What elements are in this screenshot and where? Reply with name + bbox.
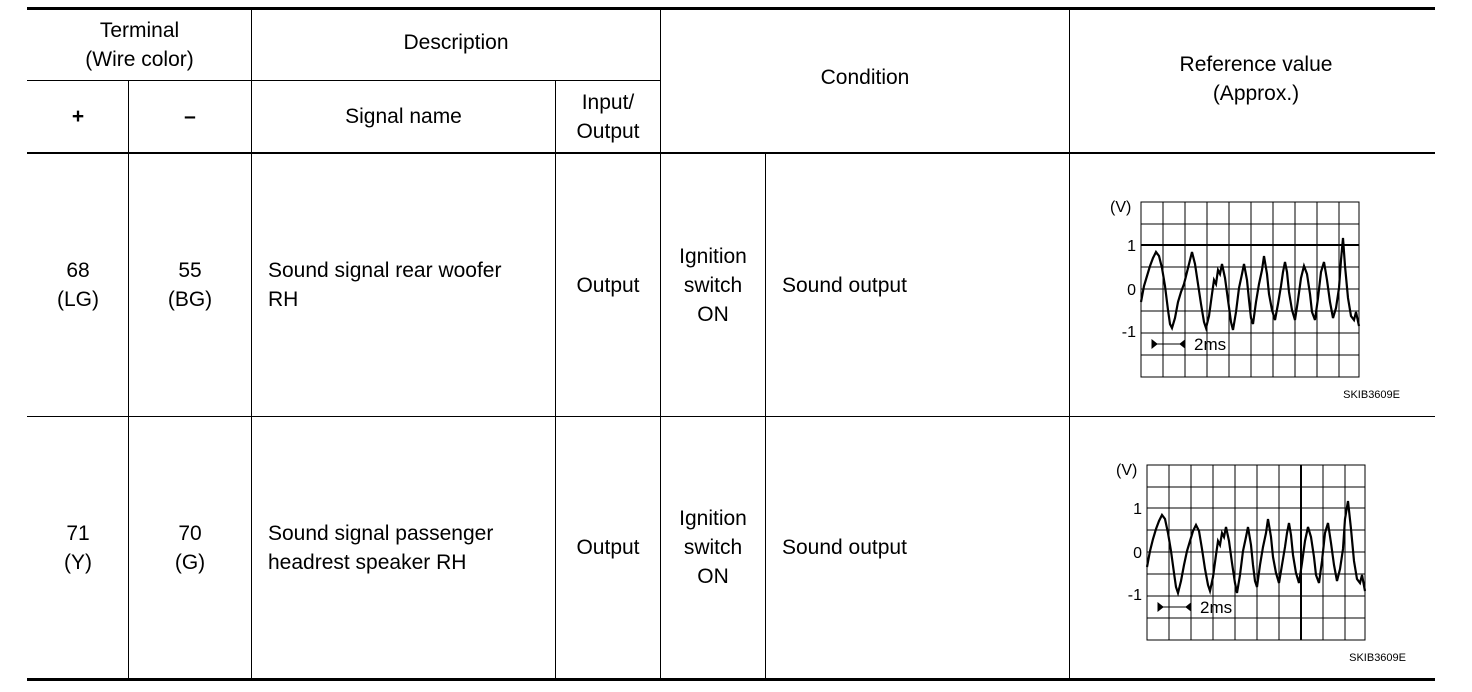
header-reference — [1070, 10, 1442, 148]
row1-waveform-code: SKIB3609E — [1343, 389, 1400, 401]
row1-condition-line1: Ignition — [679, 244, 747, 268]
row2-waveform-unit: (V) — [1116, 462, 1138, 479]
row2-condition-detail-text: Sound output — [782, 536, 907, 559]
row1-condition-line2: switch — [683, 273, 743, 297]
row1-condition-line3: ON — [697, 302, 729, 326]
header-terminal — [28, 10, 251, 80]
row2-plus-number: 71 — [66, 521, 90, 545]
row2-waveform-code: SKIB3609E — [1349, 652, 1406, 664]
header-input-output-line2: Output — [576, 119, 640, 143]
header-reference-line1: Reference value — [1179, 53, 1333, 76]
row1-signal-line1: Sound signal rear woofer — [268, 259, 502, 282]
header-minus-label: – — [184, 105, 196, 128]
row1-signal-line2: RH — [268, 288, 299, 311]
row1-minus-terminal — [129, 154, 251, 416]
row1-waveform-unit: (V) — [1110, 199, 1132, 216]
row2-waveform-time-marker — [1158, 603, 1191, 611]
row1-waveform-tick-1: 1 — [1127, 238, 1136, 255]
header-input-output-line1: Input/ — [581, 90, 635, 114]
row2-signal-line2: headrest speaker RH — [268, 550, 467, 574]
row1-condition-detail — [766, 154, 1069, 416]
row1-waveform-time-label: 2ms — [1194, 335, 1227, 354]
row2-condition-main — [661, 417, 765, 678]
header-terminal-line2: (Wire color) — [85, 48, 194, 71]
header-condition-label: Condition — [820, 65, 910, 89]
row2-signal-name — [252, 417, 555, 678]
row2-minus-color: (G) — [174, 550, 206, 574]
row2-waveform-tick-0: 0 — [1133, 545, 1142, 562]
header-plus-label: + — [71, 105, 85, 128]
row1-plus-terminal — [28, 154, 128, 416]
row1-waveform-trace — [1141, 238, 1359, 330]
header-reference-line2: (Approx.) — [1212, 82, 1300, 105]
row2-waveform-tick-1: 1 — [1133, 501, 1142, 518]
header-condition — [661, 10, 1069, 144]
row2-condition-detail — [766, 417, 1069, 678]
row2-waveform-time-label: 2ms — [1200, 598, 1233, 617]
row2-input-output — [556, 417, 660, 678]
row2-plus-color: (Y) — [64, 550, 92, 574]
row1-waveform-time-marker — [1152, 340, 1185, 348]
row2-waveform — [1106, 453, 1416, 671]
row1-plus-number: 68 — [66, 259, 90, 282]
header-plus — [28, 81, 128, 152]
row1-condition-detail-text: Sound output — [782, 273, 907, 297]
header-description-label: Description — [403, 30, 509, 54]
row2-condition-line1: Ignition — [679, 507, 747, 530]
row2-plus-terminal — [28, 417, 128, 678]
row1-input-output — [556, 154, 660, 416]
header-input-output — [556, 81, 660, 152]
row1-minus-number: 55 — [178, 259, 202, 282]
header-description — [252, 10, 660, 74]
row1-io-value: Output — [576, 273, 640, 297]
row2-condition-line3: ON — [697, 565, 729, 588]
row2-io-value: Output — [576, 536, 640, 559]
row2-condition-line2: switch — [683, 536, 743, 559]
row1-waveform-tick-neg1: -1 — [1121, 324, 1136, 341]
header-signal-name-label: Signal name — [345, 105, 462, 128]
row1-waveform — [1100, 190, 1410, 408]
header-terminal-line1: Terminal — [99, 19, 180, 42]
row1-condition-main — [661, 154, 765, 416]
row1-minus-color: (BG) — [167, 288, 213, 311]
row2-minus-number: 70 — [178, 521, 202, 545]
row1-waveform-tick-0: 0 — [1127, 282, 1136, 299]
row2-waveform-trace — [1147, 501, 1365, 593]
table-bottom-rule — [27, 678, 1435, 681]
row2-waveform-tick-neg1: -1 — [1127, 587, 1142, 604]
header-minus — [129, 81, 251, 152]
row1-signal-name — [252, 154, 555, 416]
row2-signal-line1: Sound signal passenger — [268, 521, 494, 545]
header-signal-name — [252, 81, 555, 152]
row1-waveform-grid — [1141, 202, 1359, 377]
row1-plus-color: (LG) — [57, 288, 99, 311]
row2-minus-terminal — [129, 417, 251, 678]
